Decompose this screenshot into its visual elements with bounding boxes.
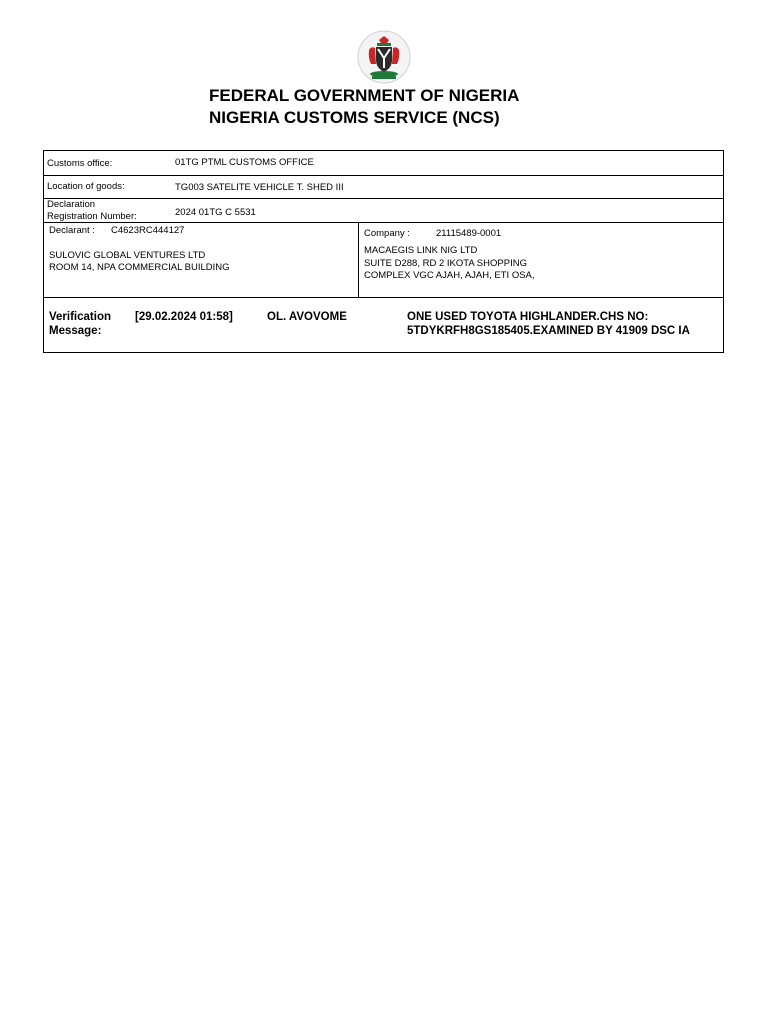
declarant-code: C4623RC444127 [111, 225, 185, 236]
declaration-label-line2: Registration Number: [47, 211, 137, 222]
divider [44, 297, 723, 298]
verification-officer: OL. AVOVOME [267, 311, 347, 323]
customs-office-value: 01TG PTML CUSTOMS OFFICE [175, 157, 314, 168]
divider [44, 198, 723, 199]
nigeria-coat-of-arms-icon [357, 30, 411, 84]
company-address-line2: COMPLEX VGC AJAH, AJAH, ETI OSA, [364, 270, 535, 281]
company-code: 21115489-0001 [436, 228, 502, 239]
header-title-line1: FEDERAL GOVERNMENT OF NIGERIA [209, 86, 520, 105]
header-title-line2: NIGERIA CUSTOMS SERVICE (NCS) [209, 108, 500, 127]
divider [44, 222, 723, 223]
divider [358, 222, 359, 297]
verification-message-line2: 5TDYKRFH8GS185405.EXAMINED BY 41909 DSC IA [407, 325, 690, 337]
company-label: Company : [364, 228, 410, 239]
divider [44, 175, 723, 176]
verification-datetime: [29.02.2024 01:58] [135, 311, 233, 323]
verification-message-line1: ONE USED TOYOTA HIGHLANDER.CHS NO: [407, 311, 649, 323]
company-name: MACAEGIS LINK NIG LTD [364, 245, 478, 256]
company-address-line1: SUITE D288, RD 2 IKOTA SHOPPING [364, 258, 527, 269]
location-value: TG003 SATELITE VEHICLE T. SHED III [175, 182, 344, 193]
declaration-number-value: 2024 01TG C 5531 [175, 207, 256, 218]
declaration-label-line1: Declaration [47, 199, 96, 210]
declarant-label: Declarant : [49, 225, 95, 236]
location-label: Location of goods: [47, 181, 125, 192]
declarant-name: SULOVIC GLOBAL VENTURES LTD [49, 250, 206, 261]
declarant-address: ROOM 14, NPA COMMERCIAL BUILDING [49, 262, 230, 273]
declaration-form [43, 150, 724, 353]
customs-office-label: Customs office: [47, 158, 113, 169]
verification-label-line2: Message: [49, 325, 102, 337]
verification-label-line1: Verification [49, 311, 111, 323]
